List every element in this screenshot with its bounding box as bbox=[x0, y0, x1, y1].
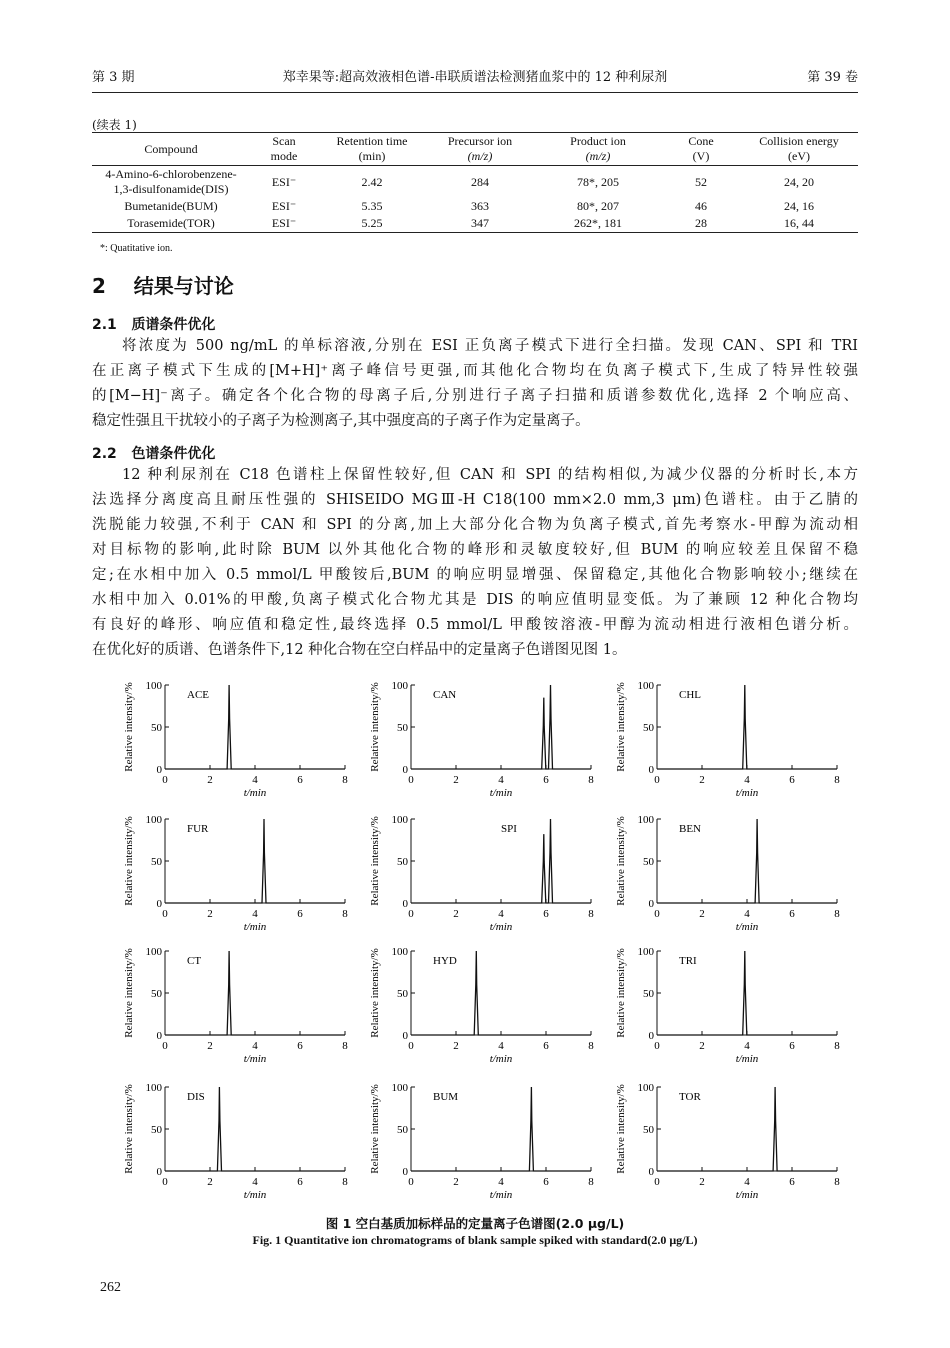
y-tick-label: 100 bbox=[145, 814, 162, 826]
x-tick-label: 2 bbox=[207, 774, 213, 786]
x-tick-label: 2 bbox=[453, 908, 459, 920]
x-axis-label: t/min bbox=[489, 1053, 513, 1065]
x-tick-label: 4 bbox=[744, 1176, 750, 1188]
col-ce-l2: (eV) bbox=[788, 149, 810, 163]
x-tick-label: 8 bbox=[342, 774, 348, 786]
x-tick-label: 8 bbox=[588, 774, 594, 786]
y-tick-label: 100 bbox=[391, 680, 408, 692]
x-tick-label: 2 bbox=[699, 908, 705, 920]
subsection-title: 质谱条件优化 bbox=[131, 317, 216, 333]
y-tick-label: 50 bbox=[643, 988, 654, 1000]
cell-cone: 46 bbox=[695, 199, 707, 213]
x-tick-label: 6 bbox=[789, 1176, 795, 1188]
y-tick-label: 0 bbox=[648, 1166, 654, 1178]
x-tick-label: 0 bbox=[654, 774, 660, 786]
cell-rt: 2.42 bbox=[361, 174, 383, 189]
cell-cone: 52 bbox=[695, 174, 707, 189]
section-number: 2 bbox=[92, 274, 106, 298]
y-tick-label: 50 bbox=[151, 722, 162, 734]
table-footnote: *: Quatitative ion. bbox=[100, 243, 173, 254]
x-tick-label: 4 bbox=[744, 774, 750, 786]
x-tick-label: 0 bbox=[162, 774, 168, 786]
para-line: 稳定性强且干扰较小的子离子为检测离子,其中强度高的子离子作为定量离子。 bbox=[92, 413, 590, 429]
para-line: 在优化好的质谱、色谱条件下,12 种化合物在空白样品中的定量离子色谱图见图 1。 bbox=[92, 642, 627, 658]
x-axis-label: t/min bbox=[735, 1053, 759, 1065]
x-tick-label: 4 bbox=[498, 1176, 504, 1188]
panel-title: TRI bbox=[679, 955, 697, 967]
para-line: 12 种利尿剂在 C18 色谱柱上保留性较好,但 CAN 和 SPI 的结构相似,为减少仪器的分析时长,本方 bbox=[122, 467, 858, 483]
cell-compound: Bumetanide(BUM) bbox=[124, 199, 218, 213]
x-tick-label: 8 bbox=[834, 908, 840, 920]
x-tick-label: 0 bbox=[408, 774, 414, 786]
y-axis-label: Relative intensity/% bbox=[615, 816, 627, 906]
figure-caption-cn: 图 1 空白基质加标样品的定量离子色谱图(2.0 μg/L) bbox=[325, 1216, 625, 1231]
col-retention-l2: (min) bbox=[358, 149, 386, 163]
x-tick-label: 6 bbox=[297, 1176, 303, 1188]
panel-title: DIS bbox=[187, 1091, 205, 1103]
x-tick-label: 4 bbox=[498, 908, 504, 920]
x-tick-label: 4 bbox=[498, 774, 504, 786]
cell-ce: 24, 16 bbox=[784, 199, 814, 213]
cell-precursor: 284 bbox=[471, 174, 489, 189]
cell-rt: 5.35 bbox=[361, 199, 383, 213]
panel-title: TOR bbox=[679, 1091, 701, 1103]
x-tick-label: 6 bbox=[789, 774, 795, 786]
x-tick-label: 0 bbox=[408, 908, 414, 920]
x-tick-label: 2 bbox=[453, 774, 459, 786]
x-tick-label: 8 bbox=[588, 908, 594, 920]
cell-compound-l2: 1,3-disulfonamide(DIS) bbox=[113, 182, 229, 196]
y-axis-label: Relative intensity/% bbox=[615, 682, 627, 772]
y-tick-label: 100 bbox=[145, 946, 162, 958]
y-tick-label: 100 bbox=[145, 1082, 162, 1094]
para-line: 定;在水相中加入 0.5 mmol/L 甲酸铵后,BUM 的响应明显增强、保留稳定,其他化合物影响较小;继续在 bbox=[92, 567, 858, 583]
y-axis-label: Relative intensity/% bbox=[123, 682, 135, 772]
cell-ce: 16, 44 bbox=[740, 215, 858, 233]
col-retention-l1: Retention time bbox=[336, 134, 408, 148]
x-tick-label: 8 bbox=[588, 1040, 594, 1052]
y-tick-label: 50 bbox=[643, 856, 654, 868]
header-volume: 第 39 卷 bbox=[807, 70, 858, 85]
x-tick-label: 2 bbox=[453, 1176, 459, 1188]
y-tick-label: 100 bbox=[391, 946, 408, 958]
y-tick-label: 50 bbox=[397, 1124, 408, 1136]
cell-precursor: 363 bbox=[471, 199, 489, 213]
para-line: 的[M−H]⁻离子。确定各个化合物的母离子后,分别进行子离子扫描和质谱参数优化,选择 2 个响应高、 bbox=[92, 388, 858, 404]
x-tick-label: 4 bbox=[744, 1040, 750, 1052]
y-axis-label: Relative intensity/% bbox=[369, 816, 381, 906]
y-tick-label: 50 bbox=[397, 856, 408, 868]
y-tick-label: 0 bbox=[648, 764, 654, 776]
panel-title: BEN bbox=[679, 823, 701, 835]
x-tick-label: 2 bbox=[699, 774, 705, 786]
x-tick-label: 2 bbox=[453, 1040, 459, 1052]
y-tick-label: 0 bbox=[156, 764, 162, 776]
table-continued-label: (续表 1) bbox=[92, 118, 137, 132]
x-tick-label: 6 bbox=[543, 1040, 549, 1052]
col-scan-mode-l1: Scan bbox=[272, 134, 296, 148]
y-tick-label: 0 bbox=[156, 1166, 162, 1178]
x-tick-label: 2 bbox=[207, 908, 213, 920]
cell-compound: Torasemide(TOR) bbox=[92, 215, 250, 233]
y-tick-label: 0 bbox=[156, 1030, 162, 1042]
x-tick-label: 0 bbox=[654, 1040, 660, 1052]
panel-title: HYD bbox=[433, 955, 457, 967]
x-tick-label: 4 bbox=[744, 908, 750, 920]
panel-title: ACE bbox=[187, 689, 209, 701]
col-cone-l1: Cone bbox=[688, 134, 714, 148]
x-axis-label: t/min bbox=[735, 921, 759, 933]
col-compound-label: Compound bbox=[144, 141, 198, 156]
panel-title: FUR bbox=[187, 823, 209, 835]
y-tick-label: 100 bbox=[637, 680, 654, 692]
x-tick-label: 0 bbox=[162, 908, 168, 920]
x-axis-label: t/min bbox=[243, 787, 267, 799]
x-tick-label: 8 bbox=[342, 908, 348, 920]
subsection-number: 2.2 bbox=[92, 446, 117, 462]
section-title: 结果与讨论 bbox=[133, 274, 234, 298]
y-tick-label: 0 bbox=[648, 1030, 654, 1042]
x-tick-label: 2 bbox=[699, 1176, 705, 1188]
col-precursor-l1: Precursor ion bbox=[447, 134, 513, 148]
cell-precursor: 347 bbox=[426, 215, 534, 233]
subsection-number: 2.1 bbox=[92, 317, 117, 333]
x-tick-label: 6 bbox=[789, 1040, 795, 1052]
cell-product: 78*, 205 bbox=[577, 174, 619, 189]
x-tick-label: 8 bbox=[588, 1176, 594, 1188]
x-tick-label: 6 bbox=[543, 774, 549, 786]
x-axis-label: t/min bbox=[489, 787, 513, 799]
x-axis-label: t/min bbox=[735, 787, 759, 799]
y-tick-label: 0 bbox=[156, 898, 162, 910]
cell-cone: 28 bbox=[662, 215, 740, 233]
para-line: 洗脱能力较强,不利于 CAN 和 SPI 的分离,加上大部分化合物为负离子模式,首先考察水-甲醇为流动相 bbox=[92, 517, 858, 533]
para-line: 法选择分离度高且耐压性强的 SHISEIDO MGⅢ-H C18(100 mm×2.0 mm,3 μm)色谱柱。由于乙腈的 bbox=[92, 492, 858, 508]
y-tick-label: 0 bbox=[648, 898, 654, 910]
x-tick-label: 2 bbox=[207, 1176, 213, 1188]
x-tick-label: 0 bbox=[654, 908, 660, 920]
y-axis-label: Relative intensity/% bbox=[615, 948, 627, 1038]
y-axis-label: Relative intensity/% bbox=[123, 1084, 135, 1174]
header-issue: 第 3 期 bbox=[92, 70, 135, 85]
y-tick-label: 100 bbox=[391, 814, 408, 826]
cell-rt: 5.25 bbox=[318, 215, 426, 233]
header-title: 郑幸果等:超高效液相色谱-串联质谱法检测猪血浆中的 12 种利尿剂 bbox=[282, 70, 668, 85]
panel-title: CT bbox=[187, 955, 202, 967]
y-tick-label: 100 bbox=[145, 680, 162, 692]
col-product-l2: (m/z) bbox=[585, 149, 611, 163]
y-tick-label: 50 bbox=[397, 722, 408, 734]
y-axis-label: Relative intensity/% bbox=[369, 682, 381, 772]
x-axis-label: t/min bbox=[243, 921, 267, 933]
y-tick-label: 100 bbox=[637, 814, 654, 826]
x-axis-label: t/min bbox=[243, 1053, 267, 1065]
y-tick-label: 50 bbox=[151, 1124, 162, 1136]
para-line: 在正离子模式下生成的[M+H]⁺离子峰信号更强,而其他化合物均在负离子模式下,生成了特异性较强 bbox=[92, 363, 858, 379]
para-line: 有良好的峰形、响应值和稳定性,最终选择 0.5 mmol/L 甲酸铵溶液-甲醇为流动相进行液相色谱分析。 bbox=[92, 617, 858, 633]
y-axis-label: Relative intensity/% bbox=[369, 948, 381, 1038]
x-tick-label: 6 bbox=[297, 908, 303, 920]
x-tick-label: 4 bbox=[252, 774, 258, 786]
x-tick-label: 0 bbox=[162, 1040, 168, 1052]
col-cone-l2: (V) bbox=[692, 149, 710, 163]
x-tick-label: 4 bbox=[252, 908, 258, 920]
panel-title: BUM bbox=[433, 1091, 459, 1103]
x-tick-label: 4 bbox=[252, 1176, 258, 1188]
x-tick-label: 0 bbox=[162, 1176, 168, 1188]
y-axis-label: Relative intensity/% bbox=[615, 1084, 627, 1174]
x-axis-label: t/min bbox=[489, 921, 513, 933]
x-axis-label: t/min bbox=[243, 1189, 267, 1201]
x-tick-label: 8 bbox=[342, 1040, 348, 1052]
x-tick-label: 2 bbox=[699, 1040, 705, 1052]
figure-caption-en: Fig. 1 Quantitative ion chromatograms of blank sample spiked with standard(2.0 μg/L) bbox=[252, 1233, 698, 1247]
y-tick-label: 50 bbox=[643, 722, 654, 734]
x-tick-label: 6 bbox=[543, 908, 549, 920]
col-scan-mode-l2: mode bbox=[270, 149, 298, 163]
x-tick-label: 6 bbox=[297, 1040, 303, 1052]
x-tick-label: 8 bbox=[834, 1176, 840, 1188]
x-tick-label: 4 bbox=[498, 1040, 504, 1052]
x-axis-label: t/min bbox=[735, 1189, 759, 1201]
x-axis-label: t/min bbox=[489, 1189, 513, 1201]
col-precursor-l2: (m/z) bbox=[467, 149, 493, 163]
cell-mode: ESI⁻ bbox=[250, 215, 318, 233]
x-tick-label: 8 bbox=[834, 1040, 840, 1052]
col-ce-l1: Collision energy bbox=[759, 134, 839, 148]
y-tick-label: 50 bbox=[151, 856, 162, 868]
y-tick-label: 50 bbox=[151, 988, 162, 1000]
panel-title: CAN bbox=[433, 689, 457, 701]
y-axis-label: Relative intensity/% bbox=[123, 948, 135, 1038]
y-tick-label: 100 bbox=[637, 946, 654, 958]
x-tick-label: 6 bbox=[789, 908, 795, 920]
x-tick-label: 4 bbox=[252, 1040, 258, 1052]
para-line: 对目标物的影响,此时除 BUM 以外其他化合物的峰形和灵敏度较好,但 BUM 的响应较差且保留不稳 bbox=[92, 542, 858, 558]
cell-product: 80*, 207 bbox=[577, 199, 619, 213]
x-tick-label: 6 bbox=[297, 774, 303, 786]
x-tick-label: 8 bbox=[342, 1176, 348, 1188]
y-tick-label: 0 bbox=[402, 1030, 408, 1042]
x-tick-label: 8 bbox=[834, 774, 840, 786]
x-tick-label: 6 bbox=[543, 1176, 549, 1188]
y-axis-label: Relative intensity/% bbox=[123, 816, 135, 906]
cell-ce: 24, 20 bbox=[784, 174, 814, 189]
y-tick-label: 50 bbox=[643, 1124, 654, 1136]
y-tick-label: 0 bbox=[402, 898, 408, 910]
panel-title: CHL bbox=[679, 689, 701, 701]
para-line: 水相中加入 0.01%的甲酸,负离子模式化合物尤其是 DIS 的响应值明显变低。为了兼顾 12 种化合物均 bbox=[92, 592, 858, 608]
cell-mode: ESI⁻ bbox=[271, 174, 297, 189]
y-tick-label: 0 bbox=[402, 1166, 408, 1178]
cell-product: 262*, 181 bbox=[534, 215, 662, 233]
para-line: 将浓度为 500 ng/mL 的单标溶液,分别在 ESI 正负离子模式下进行全扫描。发现 CAN、SPI 和 TRI bbox=[122, 338, 858, 354]
y-axis-label: Relative intensity/% bbox=[369, 1084, 381, 1174]
x-tick-label: 0 bbox=[408, 1040, 414, 1052]
y-tick-label: 100 bbox=[391, 1082, 408, 1094]
page-number: 262 bbox=[100, 1280, 121, 1295]
y-tick-label: 50 bbox=[397, 988, 408, 1000]
x-tick-label: 0 bbox=[654, 1176, 660, 1188]
x-tick-label: 2 bbox=[207, 1040, 213, 1052]
cell-compound-l1: 4-Amino-6-chlorobenzene- bbox=[105, 167, 237, 181]
subsection-title: 色谱条件优化 bbox=[131, 446, 216, 462]
y-tick-label: 0 bbox=[402, 764, 408, 776]
col-product-l1: Product ion bbox=[570, 134, 626, 148]
x-tick-label: 0 bbox=[408, 1176, 414, 1188]
panel-title: SPI bbox=[501, 823, 517, 835]
y-tick-label: 100 bbox=[637, 1082, 654, 1094]
cell-mode: ESI⁻ bbox=[271, 199, 297, 213]
